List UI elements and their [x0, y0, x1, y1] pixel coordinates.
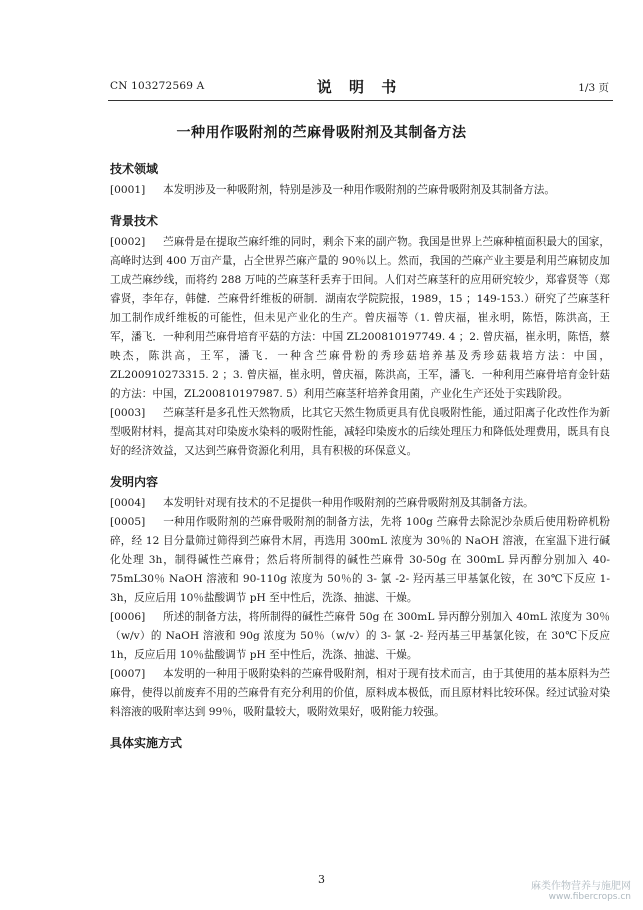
- paragraph-text: 本发明的一种用于吸附染料的苎麻骨吸附剂，相对于现有技术而言，由于其使用的基本原料为苎麻骨，使得以前废弃不用的苎麻骨有充分利用的价值，原料成本极低，而且原材料比较环保。经过试验对染料溶液的吸附率达到 99％，吸附量较大，吸附效果好，吸附能力较强。: [110, 668, 610, 718]
- paragraph-number: [0005]: [110, 516, 146, 528]
- section-heading-invention: 发明内容: [110, 475, 159, 489]
- paragraph-text: 本发明针对现有技术的不足提供一种用作吸附剂的苎麻骨吸附剂及其制备方法。: [163, 497, 534, 509]
- section-heading-embodiment: 具体实施方式: [110, 736, 183, 750]
- paragraph-number: [0007]: [110, 668, 146, 680]
- paragraph-0007: [110, 665, 610, 722]
- document-title: 一种用作吸附剂的苎麻骨吸附剂及其制备方法: [176, 125, 467, 141]
- header-divider: [108, 100, 613, 101]
- paragraph-0005: [110, 513, 610, 608]
- paragraph-0006: [110, 608, 610, 665]
- document-type-heading: 说 明 书: [316, 78, 403, 96]
- document-body: [110, 160, 610, 755]
- paragraph-text: 苎麻茎秆是多孔性天然物质，比其它天然生物质更具有优良吸附性能，通过阳离子化改性作为新型吸附材料，提高其对印染废水染料的吸附性能，减轻印染废水的后续处理压力和降低处理费用，既具有良好的经济效益，又达到苎麻骨资源化利用，具有积极的环保意义。: [110, 407, 610, 457]
- watermark-text: 麻类作物营养与施肥网: [531, 881, 631, 892]
- paragraph-0003: [110, 404, 610, 461]
- paragraph-number: [0002]: [110, 236, 146, 248]
- paragraph-0001: [110, 181, 610, 200]
- patent-number: CN 103272569 A: [110, 80, 205, 92]
- paragraph-text: 苎麻骨是在提取苎麻纤维的同时，剩余下来的副产物。我国是世界上苎麻种植面积最大的国家，高峰时达到 400 万亩产量，占全世界苎麻产量的 90％以上。然而，我国的苎麻产业主要是利用苎麻韧皮加工成苎麻纱线，而将约 288 万吨的苎麻茎秆丢弃于田间。人们对苎麻茎秆的应用研究较少，郑睿贤等（郑睿贤，李年存，韩健．苎麻骨纤维板的研制．湖南农学院院报，1989，15 ；149-153.）研究了苎麻茎秆加工制作成纤维板的可能性，但未见产业化的生产。曾庆福等（1. 曾庆福，崔永明，陈悟，陈洪高，王军，潘飞．一种利用苎麻骨培育平菇的方法：中国 ZL200810197749. 4 ；2. 曾庆福，崔永明，陈悟，蔡映杰，陈洪高，王军，潘飞．一种含苎麻骨粉的秀珍菇培养基及秀珍菇栽培方法：中国，ZL200910273315. 2 ；3. 曾庆福，崔永明，曾庆福，陈洪高，王军，潘飞．一种利用苎麻骨培育金针菇的方法：中国，ZL200810197987. 5）利用苎麻茎秆培养食用菌，产业化生产还处于实践阶段。: [110, 236, 610, 400]
- watermark-url: www.fibercrops.cn: [548, 892, 631, 902]
- paragraph-number: [0004]: [110, 497, 146, 509]
- paragraph-text: 所述的制备方法，将所制得的碱性苎麻骨 50g 在 300mL 异丙醇分别加入 40mL 浓度为 30％（w/v）的 NaOH 溶液和 90g 浓度为 50％（w/v）的 3- 氯 -2- 羟丙基三甲基氯化铵，在 30℃下反应 1h，反应后用 10％盐酸调节 pH 至中性后，洗涤、抽滤、干燥。: [110, 611, 610, 661]
- paragraph-number: [0001]: [110, 184, 146, 196]
- paragraph-0004: [110, 494, 610, 513]
- paragraph-number: [0003]: [110, 407, 146, 419]
- page-header: [110, 76, 609, 98]
- watermark: [531, 877, 631, 902]
- page-number: 3: [318, 873, 325, 886]
- paragraph-number: [0006]: [110, 611, 146, 623]
- section-heading-tech-field: 技术领域: [110, 162, 159, 176]
- paragraph-text: 一种用作吸附剂的苎麻骨吸附剂的制备方法，先将 100g 苎麻骨去除泥沙杂质后使用粉碎机粉碎，经 12 目分量筛过筛得到苎麻骨木屑，再选用 300mL 浓度为 30％的 NaOH 溶液，在室温下进行碱化处理 3h，制得碱性苎麻骨；然后将所制得的碱性苎麻骨 30-50g 在 300mL 异丙醇分别加入 40-75mL30％ NaOH 溶液和 90-110g 浓度为 50％的 3- 氯 -2- 羟丙基三甲基氯化铵，在 30℃下反应 1-3h，反应后用 10％盐酸调节 pH 至中性后，洗涤、抽滤、干燥。: [110, 516, 610, 604]
- paragraph-text: 本发明涉及一种吸附剂，特别是涉及一种用作吸附剂的苎麻骨吸附剂及其制备方法。: [163, 184, 555, 196]
- section-heading-background: 背景技术: [110, 214, 159, 228]
- paragraph-0002: [110, 233, 610, 404]
- page-indicator: 1/3 页: [578, 82, 609, 94]
